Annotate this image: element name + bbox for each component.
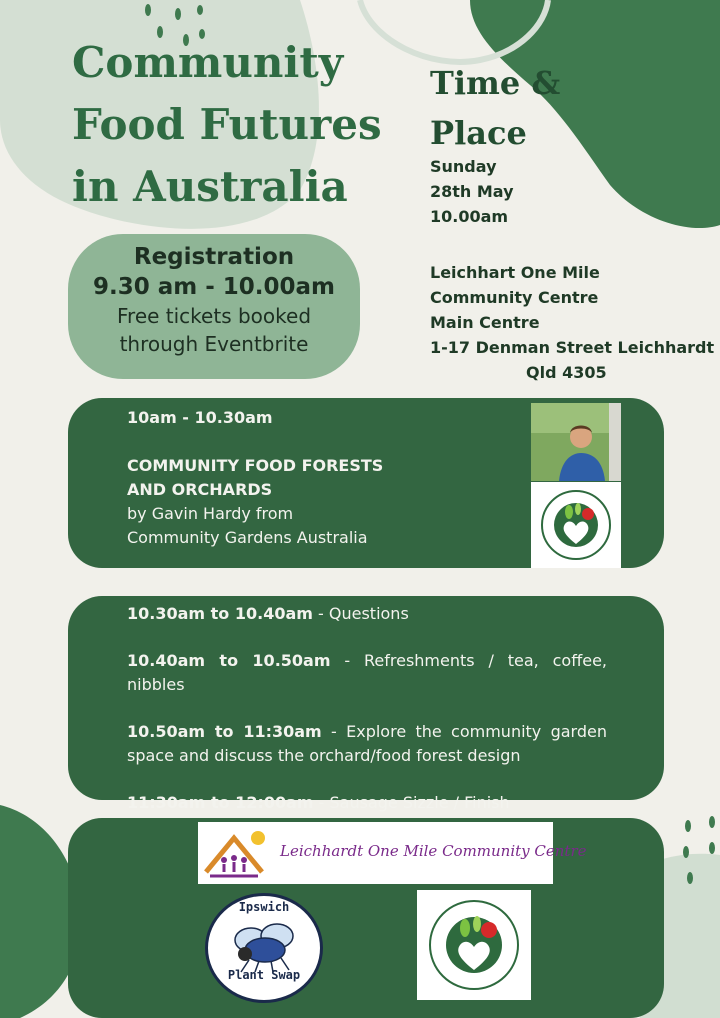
ipswich-plant-swap-logo	[205, 893, 323, 1003]
schedule-item-text: - Explore the community garden space and discuss the orchard/food forest design	[127, 722, 607, 765]
community-gardens-australia-logo	[531, 482, 621, 568]
registration-box	[68, 234, 360, 379]
title-line-3: in Australia	[72, 162, 348, 211]
event-day: Sunday	[430, 157, 497, 176]
session-title-line-2: AND ORCHARDS	[127, 480, 273, 499]
venue-address: 1-17 Denman Street Leichhardt	[430, 338, 715, 357]
schedule-item-time: 10.50am to 11:30am	[127, 722, 322, 741]
leichhardt-one-mile-logo	[198, 822, 587, 884]
speaker-photo	[531, 403, 621, 481]
event-venue	[430, 260, 714, 385]
venue-line-2: Community Centre	[430, 288, 599, 307]
session-speaker-line-1: by Gavin Hardy from	[127, 504, 294, 523]
venue-line-3: Main Centre	[430, 313, 540, 332]
schedule-item-text: - Refreshments / tea, coffee, nibbles	[127, 651, 607, 694]
schedule-item	[127, 649, 607, 697]
event-datetime	[430, 154, 514, 229]
venue-state: Qld 4305	[526, 363, 607, 382]
schedule-item	[127, 720, 607, 768]
event-date: 28th May	[430, 182, 514, 201]
registration-note-1: Free tickets booked	[116, 304, 312, 328]
schedule-card	[68, 596, 664, 812]
venue-line-1: Leichhart One Mile	[430, 263, 600, 282]
session-speaker-line-2: Community Gardens Australia	[127, 528, 368, 547]
session-title-line-1: COMMUNITY FOOD FORESTS	[127, 456, 384, 475]
event-title	[72, 32, 402, 218]
community-gardens-australia-logo-bottom	[417, 890, 531, 1000]
time-place-heading-line-2: Place	[430, 114, 527, 152]
registration-time: 9.30 am - 10.00am	[92, 274, 336, 300]
leichhardt-one-mile-logo-text: Leichhardt One Mile Community Centre	[280, 842, 587, 860]
schedule-item	[127, 602, 607, 626]
title-line-1: Community	[72, 38, 344, 87]
ipswich-logo-bottom-text: Plant Swap	[227, 968, 301, 982]
time-place-heading	[430, 58, 560, 158]
title-line-2: Food Futures	[72, 100, 382, 149]
schedule-item	[127, 791, 607, 815]
schedule-list	[127, 602, 607, 815]
ipswich-logo-top-text: Ipswich	[238, 900, 290, 914]
registration-note-2: through Eventbrite	[119, 332, 309, 356]
schedule-item-time: 10.40am to 10.50am	[127, 651, 331, 670]
registration-title: Registration	[133, 244, 295, 270]
event-time: 10.00am	[430, 207, 509, 226]
schedule-item-text: - Questions	[312, 604, 409, 623]
time-place-heading-line-1: Time &	[430, 64, 561, 102]
schedule-item-time: 10.30am to 10.40am	[127, 604, 313, 623]
schedule-item-time: 11:30am to 12:00am	[127, 793, 314, 812]
schedule-item-text: - Sausage Sizzle / Finish	[313, 793, 510, 812]
session-time: 10am - 10.30am	[127, 408, 273, 427]
